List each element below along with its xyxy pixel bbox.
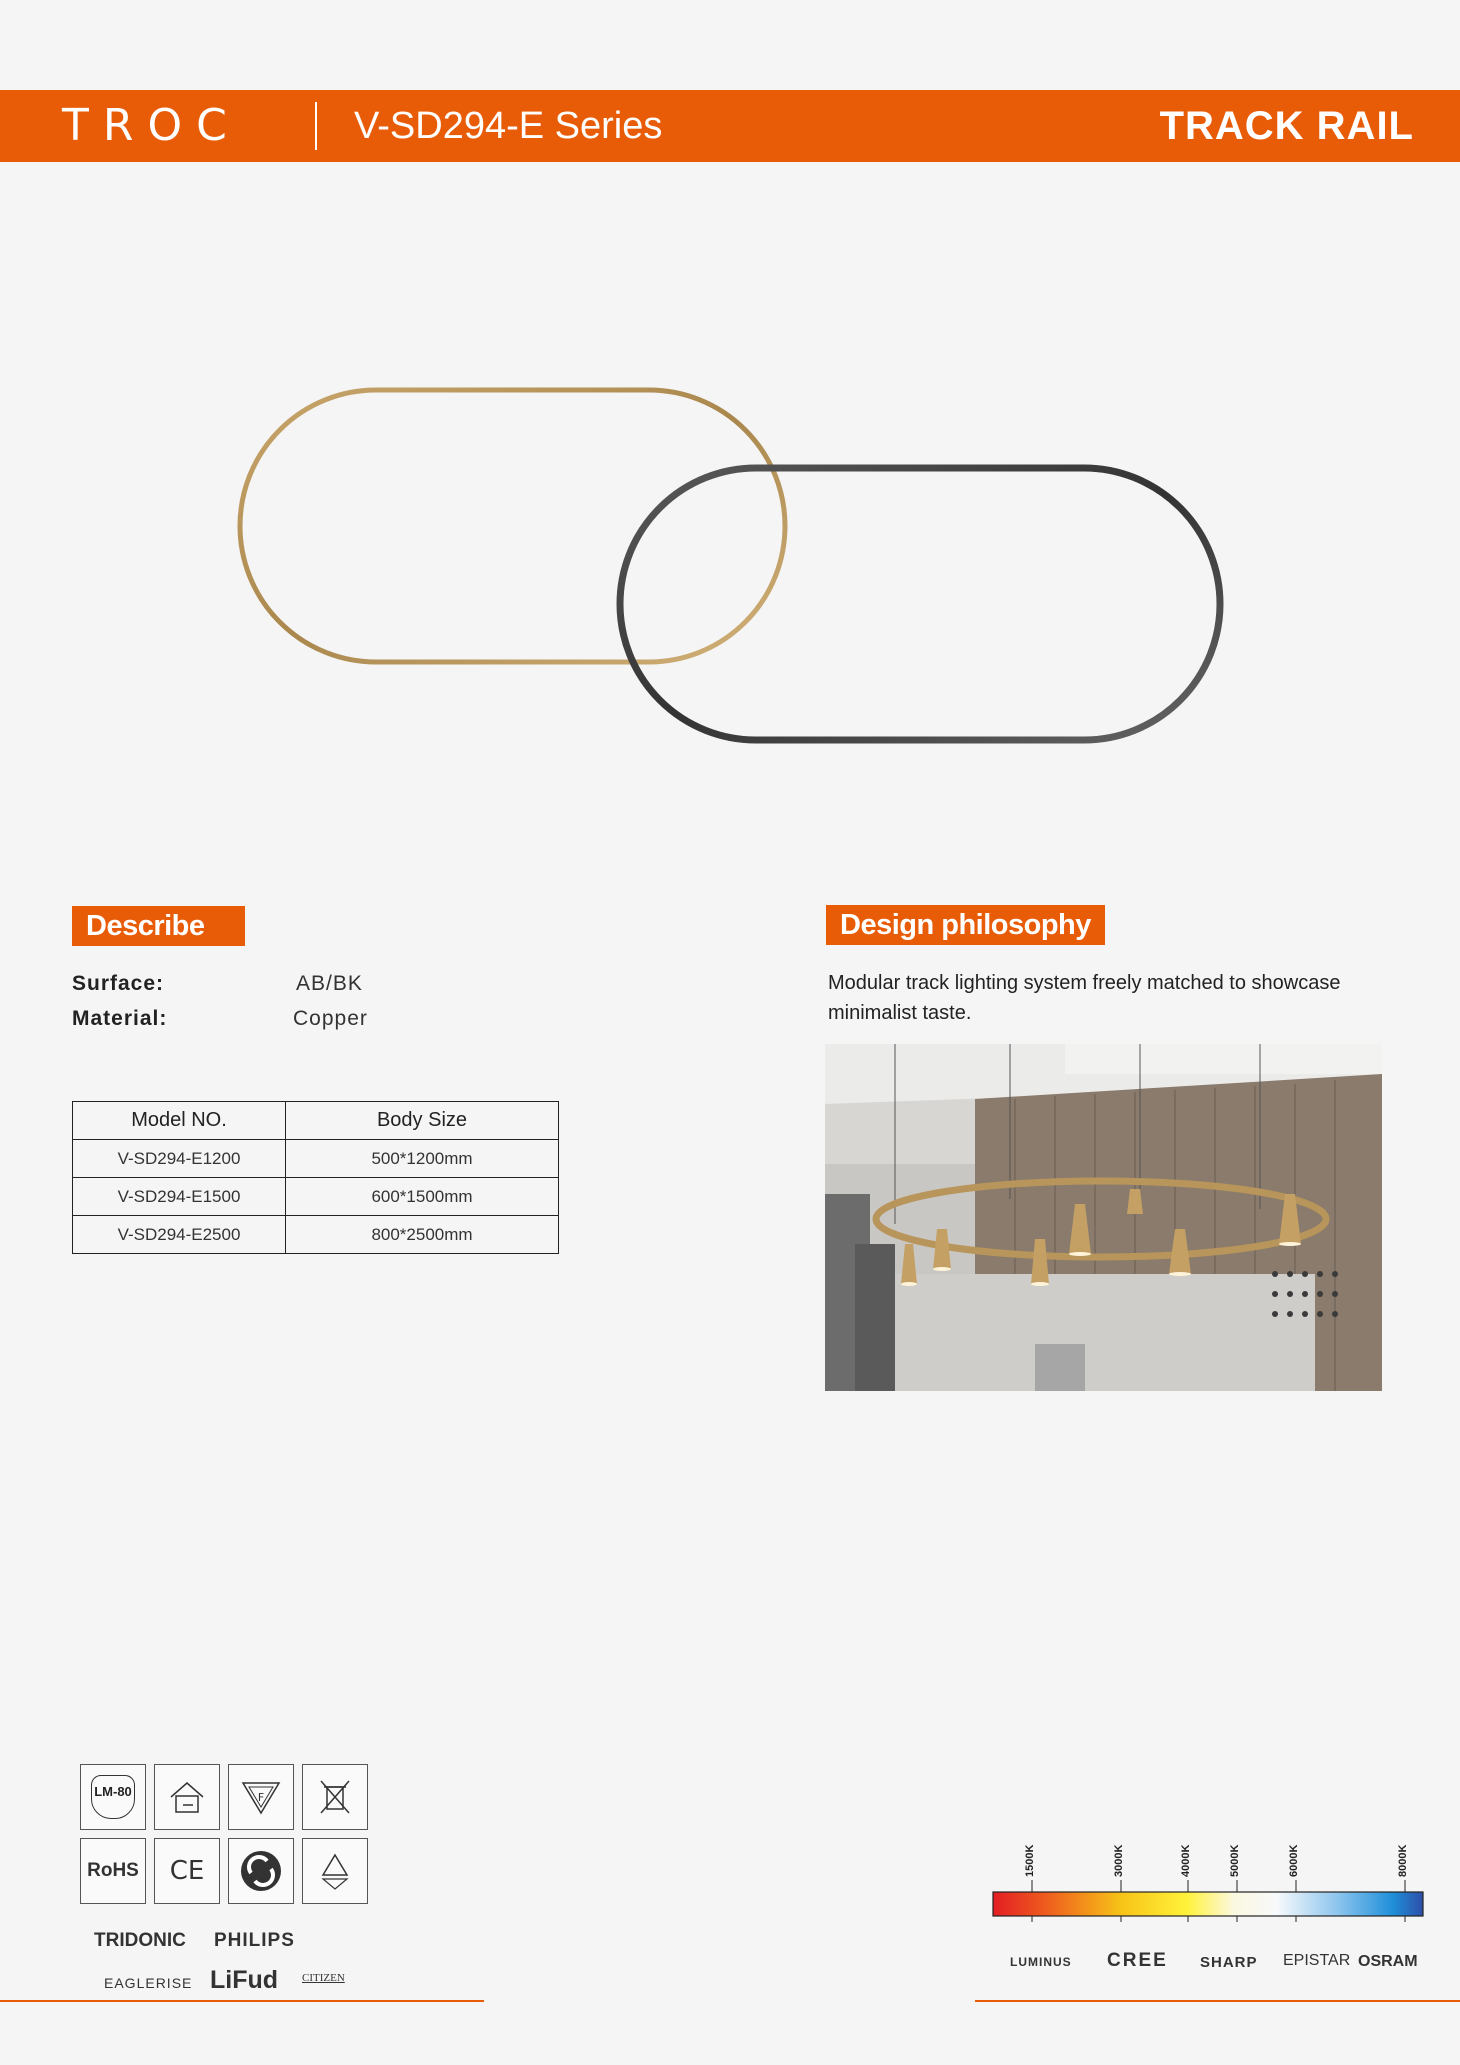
osram-logo: OSRAM (1358, 1953, 1418, 1970)
body-size-header: Body Size (286, 1102, 559, 1140)
size-cell: 500*1200mm (286, 1140, 559, 1178)
bottom-rule-right (975, 2000, 1460, 2002)
rohs-icon: RoHS (80, 1838, 146, 1904)
ct-label: 4000K (1180, 1844, 1192, 1877)
lm80-badge-icon (80, 1764, 146, 1830)
model-cell: V-SD294-E1500 (73, 1178, 286, 1216)
gold-rail (240, 390, 785, 662)
design-philosophy-text: Modular track lighting system freely matched to showcase minimalist taste. (828, 972, 1341, 1024)
describe-heading: Describe (72, 906, 245, 946)
design-philosophy-heading: Design philosophy (826, 905, 1105, 945)
black-rail (620, 468, 1220, 740)
weee-bin-icon (302, 1764, 368, 1830)
table-header-row (73, 1102, 559, 1140)
philips-logo: PHILIPS (214, 1930, 295, 1951)
lm80-label: LM-80 (91, 1775, 135, 1819)
brand-logo: TROC (62, 100, 241, 151)
table-row (73, 1216, 559, 1254)
surface-label: Surface: (72, 972, 165, 995)
scene-photo (825, 1044, 1382, 1391)
bottom-rule-left (0, 2000, 484, 2002)
eaglerise-logo: EAGLERISE (104, 1975, 193, 1991)
table-row (73, 1178, 559, 1216)
material-label: Material: (72, 1007, 168, 1030)
recycle-icon (302, 1838, 368, 1904)
model-no-header: Model NO. (73, 1102, 286, 1140)
models-table (72, 1101, 559, 1254)
cree-logo: CREE (1107, 1950, 1168, 1971)
header-bar (0, 90, 1460, 162)
indoor-use-icon (154, 1764, 220, 1830)
ct-gradient-bar (990, 1880, 1426, 1922)
model-cell: V-SD294-E2500 (73, 1216, 286, 1254)
category-title: TRACK RAIL (1159, 104, 1414, 148)
material-value: Copper (293, 1007, 368, 1030)
f-mark-icon (228, 1764, 294, 1830)
epistar-logo: EPISTAR (1283, 1952, 1351, 1969)
series-title: V-SD294-E Series (354, 105, 663, 147)
citizen-logo: CITIZEN (302, 1972, 345, 1984)
green-dot-icon (228, 1838, 294, 1904)
surface-value: AB/BK (296, 972, 363, 995)
ct-label: 1500K (1024, 1844, 1036, 1877)
header-divider (315, 102, 317, 150)
product-rails-illustration (230, 380, 1240, 760)
sharp-logo: SHARP (1200, 1954, 1258, 1971)
ct-label: 3000K (1113, 1844, 1125, 1877)
model-cell: V-SD294-E1200 (73, 1140, 286, 1178)
svg-text:F: F (257, 1791, 265, 1804)
lifud-logo: LiFud (210, 1966, 279, 1994)
size-cell: 600*1500mm (286, 1178, 559, 1216)
ce-mark-icon: CE (154, 1838, 220, 1904)
table-row (73, 1140, 559, 1178)
ct-label: 6000K (1288, 1844, 1300, 1877)
size-cell: 800*2500mm (286, 1216, 559, 1254)
tridonic-logo: TRIDONIC (94, 1930, 186, 1951)
luminus-logo: LUMINUS (1010, 1955, 1072, 1969)
ct-label: 5000K (1229, 1844, 1241, 1877)
ct-label: 8000K (1397, 1844, 1409, 1877)
